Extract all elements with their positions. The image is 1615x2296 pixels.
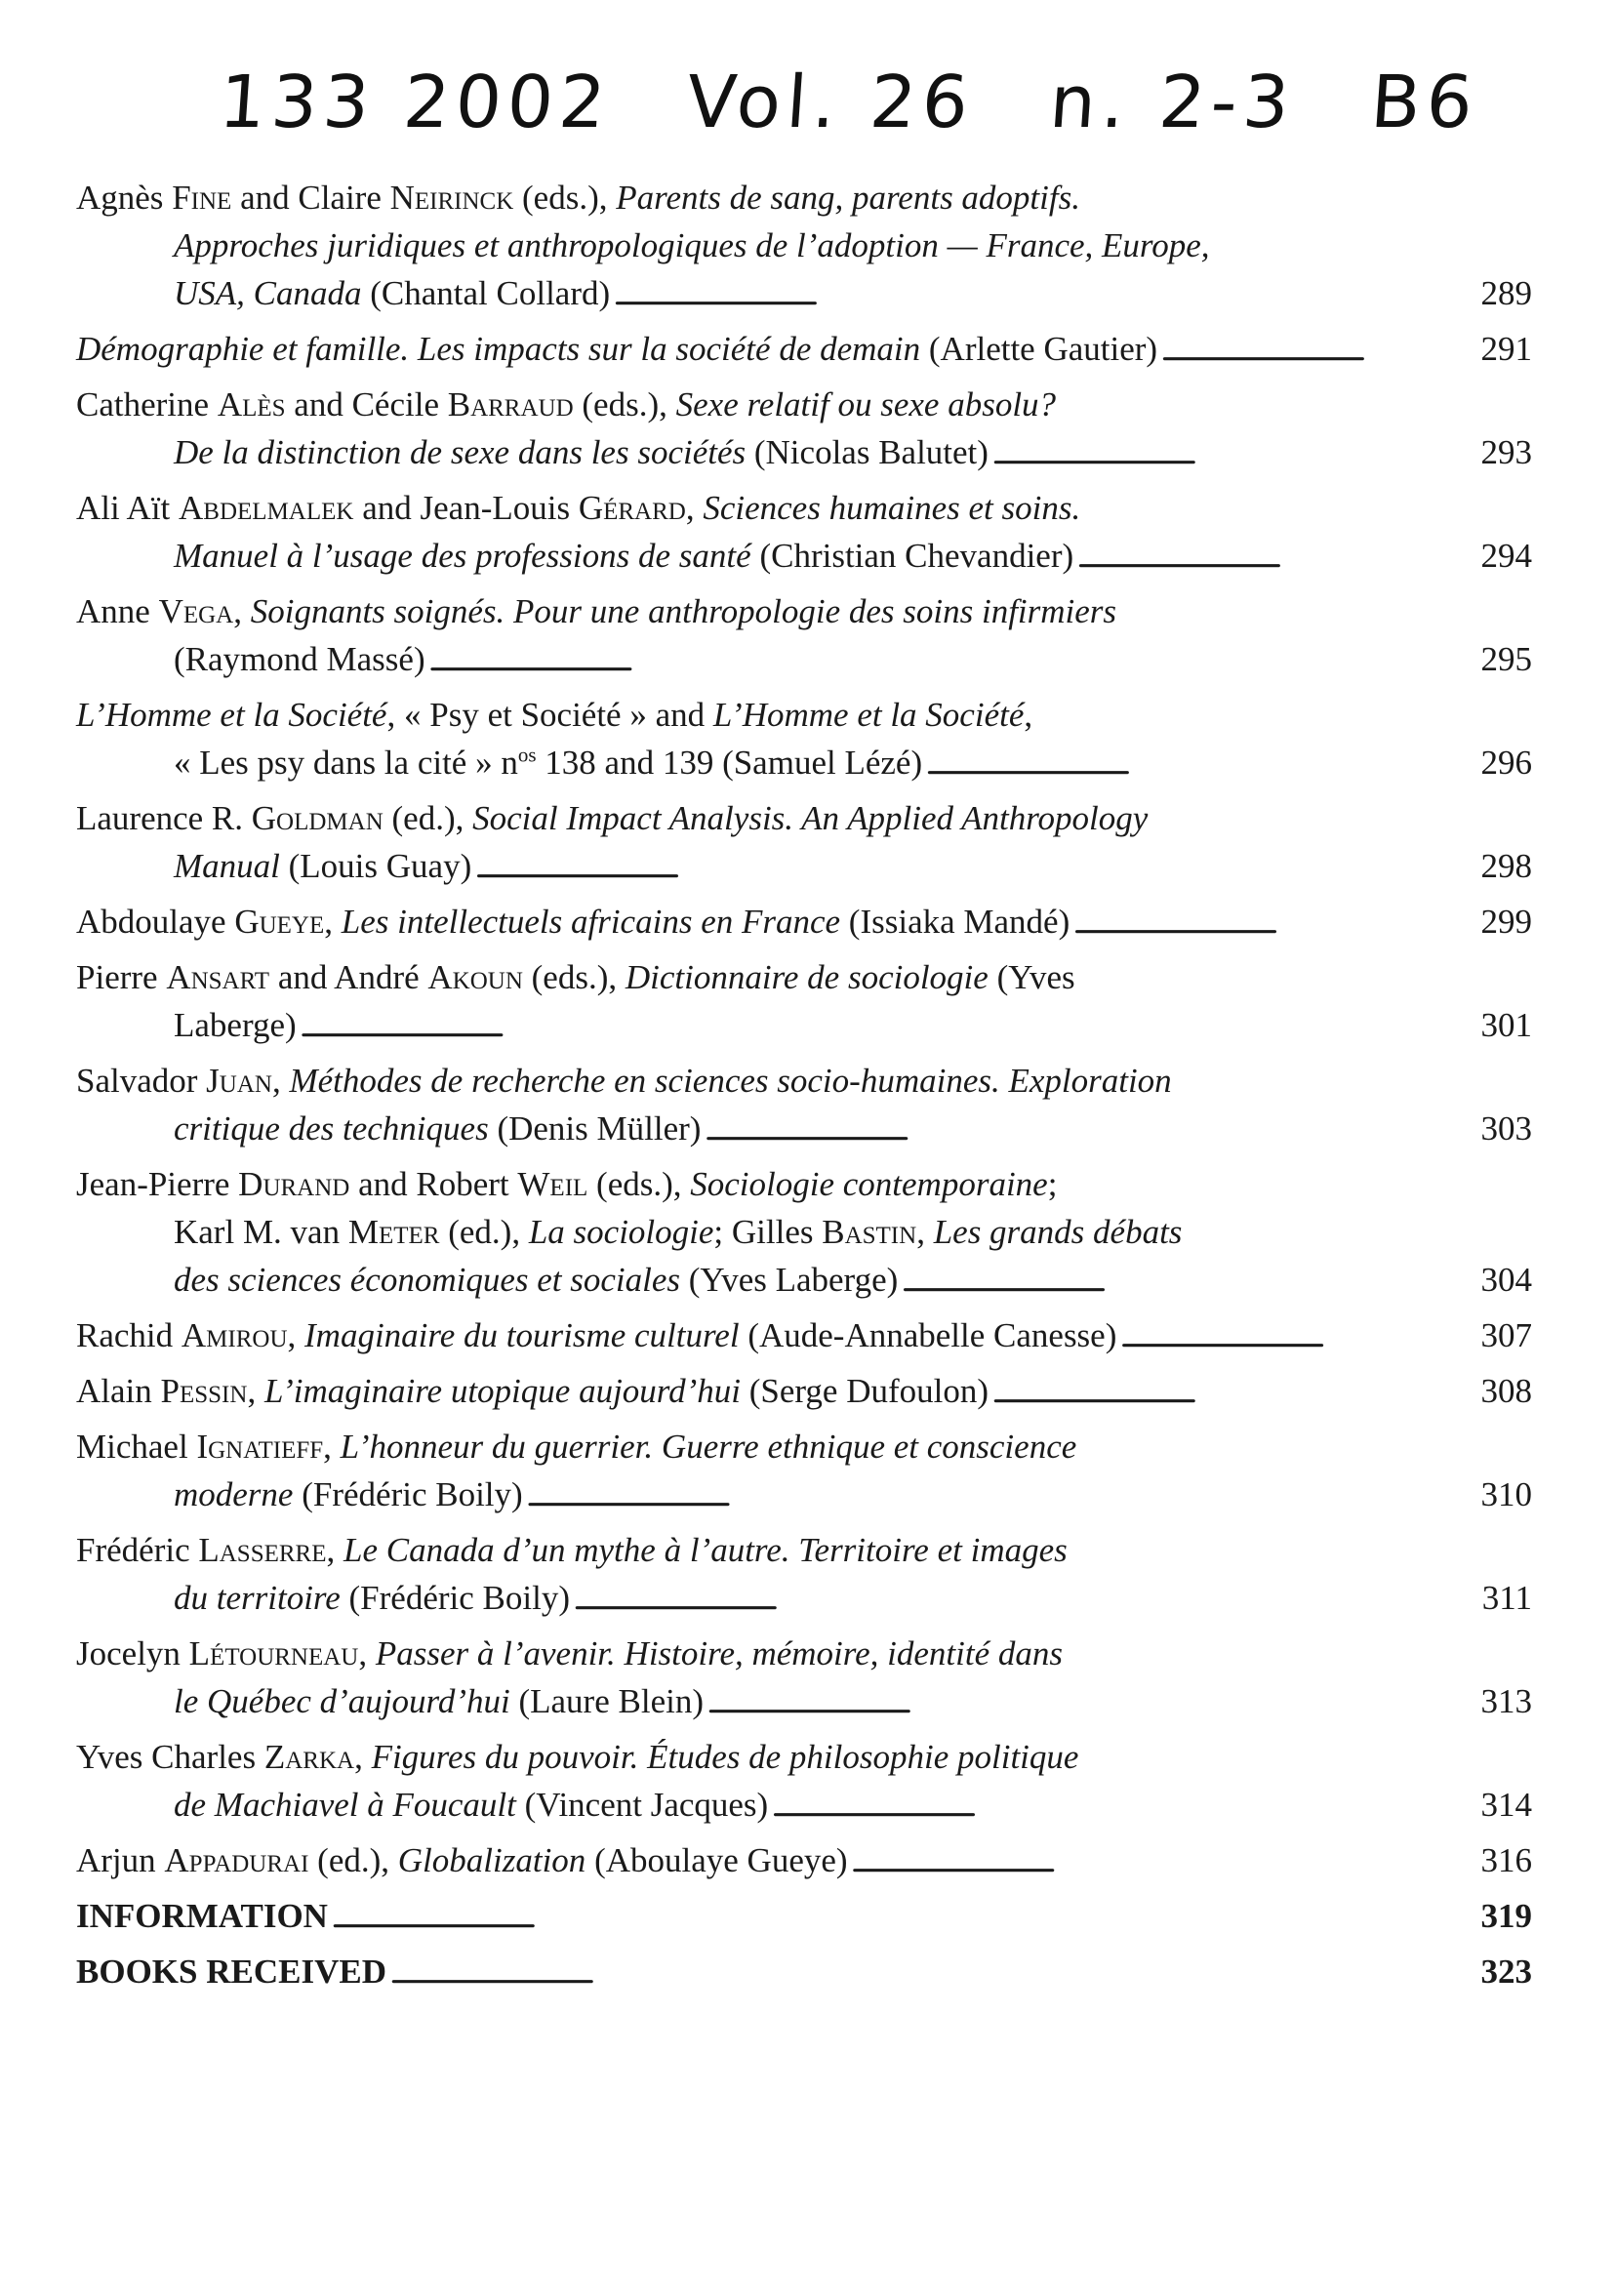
text-run: and Cécile	[285, 385, 448, 423]
text-run: ,	[323, 1428, 341, 1466]
text-run: Jocelyn	[76, 1634, 189, 1672]
toc-line-text	[174, 1001, 297, 1049]
toc-line	[76, 691, 1532, 739]
toc-entry	[76, 1948, 1532, 1998]
toc-entry	[76, 1892, 1532, 1943]
dot-leader	[926, 739, 1476, 789]
text-run: Frédéric	[76, 1531, 199, 1569]
text-run: (Yves	[988, 958, 1075, 996]
toc-line-text	[76, 794, 1148, 842]
text-run: (Frédéric Boily)	[293, 1475, 523, 1513]
text-run: (Nicolas Balutet)	[746, 433, 989, 471]
text-run: ,	[916, 1213, 934, 1251]
text-run: os	[517, 743, 537, 767]
text-run: and Claire	[231, 179, 390, 217]
text-run: (Chantal Collard)	[361, 274, 611, 312]
toc-line-text	[174, 1677, 704, 1725]
toc-line	[76, 1160, 1532, 1208]
toc-line	[76, 428, 1532, 479]
toc-entry	[76, 898, 1532, 948]
toc-entry	[76, 1836, 1532, 1887]
page-number: 293	[1480, 433, 1532, 471]
toc-line-text	[76, 898, 1070, 946]
toc-line	[76, 1423, 1532, 1470]
title-text: le Québec d’aujourd’hui	[174, 1682, 510, 1720]
toc-line	[76, 1892, 1532, 1943]
text-run: (Louis Guay)	[279, 847, 472, 885]
text-run: , « Psy et Société » and	[386, 696, 713, 734]
toc-line-text	[76, 1367, 989, 1415]
toc-line	[76, 1057, 1532, 1105]
toc-line	[76, 842, 1532, 893]
toc-line	[76, 898, 1532, 948]
text-run: Laurence R.	[76, 799, 252, 837]
author-surname: Durand	[238, 1165, 350, 1203]
text-run: ,	[247, 1372, 264, 1410]
toc-entry	[76, 587, 1532, 686]
toc-entry	[76, 381, 1532, 479]
text-run: INFORMATION	[76, 1897, 328, 1935]
toc-entry	[76, 1311, 1532, 1362]
text-run: Salvador	[76, 1062, 207, 1100]
toc-line-text	[76, 587, 1116, 635]
text-run: Pierre	[76, 958, 167, 996]
toc-line-text	[174, 635, 425, 683]
toc-line-text	[76, 325, 1157, 373]
toc-line	[76, 381, 1532, 428]
toc-line-text	[174, 1208, 1182, 1256]
title-text: Démographie et famille. Les impacts sur la société de demain	[76, 330, 921, 368]
toc-entry	[76, 325, 1532, 376]
toc-line	[76, 1311, 1532, 1362]
toc-line	[76, 1105, 1532, 1155]
text-run: (ed.),	[383, 799, 473, 837]
text-run: and Jean-Louis	[353, 489, 579, 527]
author-surname: Vega	[158, 592, 234, 630]
page-number: 308	[1480, 1372, 1532, 1410]
toc-line	[76, 587, 1532, 635]
author-surname: Neirinck	[389, 179, 514, 217]
text-run: (Arlette Gautier)	[920, 330, 1158, 368]
text-run: Jean-Pierre	[76, 1165, 239, 1203]
dot-leader	[614, 269, 1476, 320]
dot-leader	[1161, 325, 1476, 376]
toc-line	[76, 532, 1532, 583]
toc-line-text	[76, 174, 1080, 222]
title-text: Sociologie contemporaine	[690, 1165, 1048, 1203]
title-text: Les intellectuels africains en France	[341, 903, 841, 941]
text-run: (eds.),	[587, 1165, 691, 1203]
dot-leader	[301, 1001, 1477, 1052]
text-run: Abdoulaye	[76, 903, 235, 941]
toc-line-text	[174, 269, 610, 317]
toc-entry	[76, 1160, 1532, 1307]
author-surname: Pessin	[160, 1372, 248, 1410]
table-of-contents	[76, 174, 1532, 2003]
toc-line	[76, 1526, 1532, 1574]
text-run: (eds.),	[573, 385, 676, 423]
toc-line	[76, 1574, 1532, 1625]
text-run: 138 and 139 (Samuel Lézé)	[536, 744, 923, 782]
text-run: (Frédéric Boily)	[340, 1579, 570, 1617]
toc-line-text	[174, 428, 989, 476]
title-text: La sociologie	[528, 1213, 714, 1251]
toc-entry	[76, 484, 1532, 583]
page-number: 319	[1480, 1897, 1532, 1935]
title-text: Passer à l’avenir. Histoire, mémoire, identité dans	[375, 1634, 1063, 1672]
title-text: L’honneur du guerrier. Guerre ethnique et conscience	[340, 1428, 1077, 1466]
author-surname: Barraud	[447, 385, 574, 423]
text-run: (Raymond Massé)	[174, 640, 425, 678]
text-run: ;	[1047, 1165, 1058, 1203]
toc-entry	[76, 1057, 1532, 1155]
text-run: and Robert	[349, 1165, 518, 1203]
toc-line	[76, 1677, 1532, 1728]
author-surname: Fine	[172, 179, 232, 217]
toc-line	[76, 739, 1532, 789]
dot-leader	[992, 1367, 1476, 1418]
page-number: 295	[1480, 640, 1532, 678]
author-surname: Létourneau	[188, 1634, 359, 1672]
text-run: (Vincent Jacques)	[515, 1786, 769, 1824]
toc-entry	[76, 691, 1532, 789]
text-run: (Laure Blein)	[509, 1682, 704, 1720]
toc-line	[76, 1948, 1532, 1998]
toc-line-text	[76, 1733, 1078, 1781]
title-text: Sciences humaines et soins.	[703, 489, 1081, 527]
toc-line-text	[174, 1256, 898, 1304]
toc-line	[76, 1367, 1532, 1418]
text-run: « Les psy dans la cité » n	[174, 744, 518, 782]
title-text: L’imaginaire utopique aujourd’hui	[263, 1372, 741, 1410]
text-run: ; Gilles	[713, 1213, 823, 1251]
title-text: Imaginaire du tourisme culturel	[304, 1316, 740, 1354]
toc-line	[76, 1256, 1532, 1307]
toc-line	[76, 222, 1532, 269]
text-run: (ed.),	[308, 1841, 398, 1879]
toc-line-text	[174, 842, 471, 890]
toc-line	[76, 794, 1532, 842]
toc-line-text	[174, 739, 922, 786]
dot-leader	[1120, 1311, 1476, 1362]
toc-line	[76, 1001, 1532, 1052]
title-text: Dictionnaire de sociologie	[625, 958, 989, 996]
toc-line-text	[174, 1574, 570, 1622]
page-number: 298	[1480, 847, 1532, 885]
title-text: Figures du pouvoir. Études de philosophie politique	[371, 1738, 1079, 1776]
toc-line	[76, 1208, 1532, 1256]
text-run: ,	[685, 489, 704, 527]
dot-leader	[707, 1677, 1477, 1728]
dot-leader	[902, 1256, 1476, 1307]
page-number: 304	[1480, 1261, 1532, 1299]
toc-line-text	[76, 1311, 1116, 1359]
toc-line	[76, 1470, 1532, 1521]
title-text: Méthodes de recherche en sciences socio-humaines. Exploration	[289, 1062, 1172, 1100]
page-number: 299	[1480, 903, 1532, 941]
toc-line	[76, 1836, 1532, 1887]
text-run: ,	[287, 1316, 305, 1354]
page-number: 303	[1480, 1109, 1532, 1148]
text-run: (Aude-Annabelle Canesse)	[739, 1316, 1117, 1354]
text-run: ,	[233, 592, 251, 630]
dot-leader	[429, 635, 1477, 686]
text-run: BOOKS RECEIVED	[76, 1953, 386, 1991]
toc-line	[76, 1781, 1532, 1832]
text-run: (Aboulaye Gueye)	[585, 1841, 848, 1879]
text-run: ,	[326, 1531, 343, 1569]
text-run: (eds.),	[522, 958, 626, 996]
handwritten-call-number	[216, 60, 1527, 158]
page-number: 313	[1480, 1682, 1532, 1720]
author-surname: Ignatieff	[196, 1428, 324, 1466]
page-number: 296	[1480, 744, 1532, 782]
author-surname: Zarka	[263, 1738, 355, 1776]
author-surname: Appadurai	[164, 1841, 309, 1879]
title-text: du territoire	[174, 1579, 341, 1617]
text-run: Ali Aït	[76, 489, 180, 527]
handwritten-part: Vol. 26	[684, 60, 978, 144]
toc-line-text	[76, 484, 1080, 532]
text-run: and André	[269, 958, 428, 996]
toc-line-text	[76, 691, 1032, 739]
text-run: ,	[271, 1062, 290, 1100]
dot-leader	[475, 842, 1476, 893]
title-text: Social Impact Analysis. An Applied Anthropology	[472, 799, 1149, 837]
page-number: 289	[1480, 274, 1532, 312]
toc-entry	[76, 953, 1532, 1052]
author-surname: Gueye	[234, 903, 325, 941]
text-run: Arjun	[76, 1841, 165, 1879]
title-text: Parents de sang, parents adoptifs.	[616, 179, 1080, 217]
dot-leader	[1077, 532, 1476, 583]
title-text: Soignants soignés. Pour une anthropologie des soins infirmiers	[250, 592, 1117, 630]
toc-line-text	[76, 381, 1056, 428]
toc-entry	[76, 1367, 1532, 1418]
title-text: De la distinction de sexe dans les sociétés	[174, 433, 747, 471]
author-surname: Amirou	[181, 1316, 288, 1354]
title-text: des sciences économiques et sociales	[174, 1261, 681, 1299]
title-text: de Machiavel à Foucault	[174, 1786, 516, 1824]
text-run: Alain	[76, 1372, 161, 1410]
author-surname: Abdelmalek	[179, 489, 354, 527]
title-text: USA, Canada	[174, 274, 362, 312]
toc-entry	[76, 174, 1532, 320]
toc-line	[76, 635, 1532, 686]
dot-leader	[1073, 898, 1476, 948]
author-surname: Alès	[217, 385, 286, 423]
toc-line-text	[76, 1423, 1076, 1470]
page-number: 314	[1480, 1786, 1532, 1824]
title-text: Les grands débats	[933, 1213, 1183, 1251]
toc-entry	[76, 1733, 1532, 1832]
title-text: moderne	[174, 1475, 294, 1513]
text-run: ,	[354, 1738, 372, 1776]
text-run: Agnès	[76, 179, 173, 217]
page-number: 294	[1480, 537, 1532, 575]
text-run: Rachid	[76, 1316, 182, 1354]
toc-line	[76, 325, 1532, 376]
title-text: Le Canada d’un mythe à l’autre. Territoire et images	[343, 1531, 1068, 1569]
handwritten-part: 133 2002	[216, 60, 615, 144]
page-number: 307	[1480, 1316, 1532, 1354]
author-surname: Lasserre	[198, 1531, 327, 1569]
text-run: (Yves Laberge)	[680, 1261, 899, 1299]
text-run: (ed.),	[439, 1213, 529, 1251]
toc-line-text	[76, 1057, 1172, 1105]
author-surname: Akoun	[427, 958, 523, 996]
author-surname: Meter	[347, 1213, 440, 1251]
text-run: (Christian Chevandier)	[750, 537, 1074, 575]
dot-leader	[332, 1892, 1477, 1943]
text-run: Catherine	[76, 385, 218, 423]
title-text: L’Homme et la Société	[712, 696, 1025, 734]
page-number: 291	[1480, 330, 1532, 368]
toc-line-text	[76, 1836, 848, 1884]
toc-entry	[76, 1423, 1532, 1521]
dot-leader	[705, 1105, 1476, 1155]
page-number: 316	[1480, 1841, 1532, 1879]
handwritten-part: n. 2-3	[1047, 60, 1298, 144]
toc-line-text	[174, 532, 1073, 580]
toc-entry	[76, 1630, 1532, 1728]
text-run: (Serge Dufoulon)	[741, 1372, 989, 1410]
text-run: (Issiaka Mandé)	[840, 903, 1070, 941]
text-run: Michael	[76, 1428, 197, 1466]
toc-line-text	[76, 953, 1075, 1001]
title-text: L’Homme et la Société	[76, 696, 387, 734]
toc-line	[76, 269, 1532, 320]
title-text: Approches juridiques et anthropologiques de l’adoption — France, Europe,	[174, 226, 1210, 264]
toc-line	[76, 1733, 1532, 1781]
text-run: (Denis Müller)	[488, 1109, 702, 1148]
page-number: 323	[1480, 1953, 1532, 1991]
toc-line-text	[174, 222, 1210, 269]
toc-line	[76, 174, 1532, 222]
title-text: Manuel à l’usage des professions de santé	[174, 537, 751, 575]
dot-leader	[390, 1948, 1477, 1998]
author-surname: Ansart	[166, 958, 270, 996]
text-run: (eds.),	[513, 179, 617, 217]
toc-entry	[76, 794, 1532, 893]
title-text: Manual	[174, 847, 280, 885]
title-text: critique des techniques	[174, 1109, 489, 1148]
title-text: Globalization	[397, 1841, 586, 1879]
text-run: ,	[324, 903, 342, 941]
author-surname: Gérard	[578, 489, 686, 527]
toc-line	[76, 1630, 1532, 1677]
dot-leader	[574, 1574, 1478, 1625]
text-run: ,	[358, 1634, 376, 1672]
toc-entry	[76, 1526, 1532, 1625]
dot-leader	[852, 1836, 1477, 1887]
toc-line-text	[174, 1105, 701, 1152]
author-surname: Bastin	[822, 1213, 917, 1251]
text-run: Anne	[76, 592, 159, 630]
page-number: 311	[1481, 1579, 1532, 1617]
dot-leader	[992, 428, 1477, 479]
text-run: ,	[1024, 696, 1033, 734]
page-number: 301	[1480, 1006, 1532, 1044]
title-text: Sexe relatif ou sexe absolu?	[675, 385, 1057, 423]
toc-line-text	[174, 1470, 523, 1518]
dot-leader	[527, 1470, 1477, 1521]
text-run: Laberge)	[174, 1006, 297, 1044]
toc-line-text	[76, 1630, 1063, 1677]
toc-line-text	[76, 1948, 386, 1995]
toc-line-text	[174, 1781, 768, 1829]
author-surname: Goldman	[251, 799, 384, 837]
toc-line-text	[76, 1526, 1068, 1574]
author-surname: Weil	[517, 1165, 588, 1203]
toc-line-text	[76, 1160, 1057, 1208]
handwritten-part: B6	[1367, 60, 1481, 144]
dot-leader	[772, 1781, 1476, 1832]
text-run: Yves Charles	[76, 1738, 264, 1776]
page-number: 310	[1480, 1475, 1532, 1513]
text-run: Karl M. van	[174, 1213, 348, 1251]
toc-line-text	[76, 1892, 328, 1940]
toc-line	[76, 484, 1532, 532]
author-surname: Juan	[206, 1062, 272, 1100]
toc-line	[76, 953, 1532, 1001]
